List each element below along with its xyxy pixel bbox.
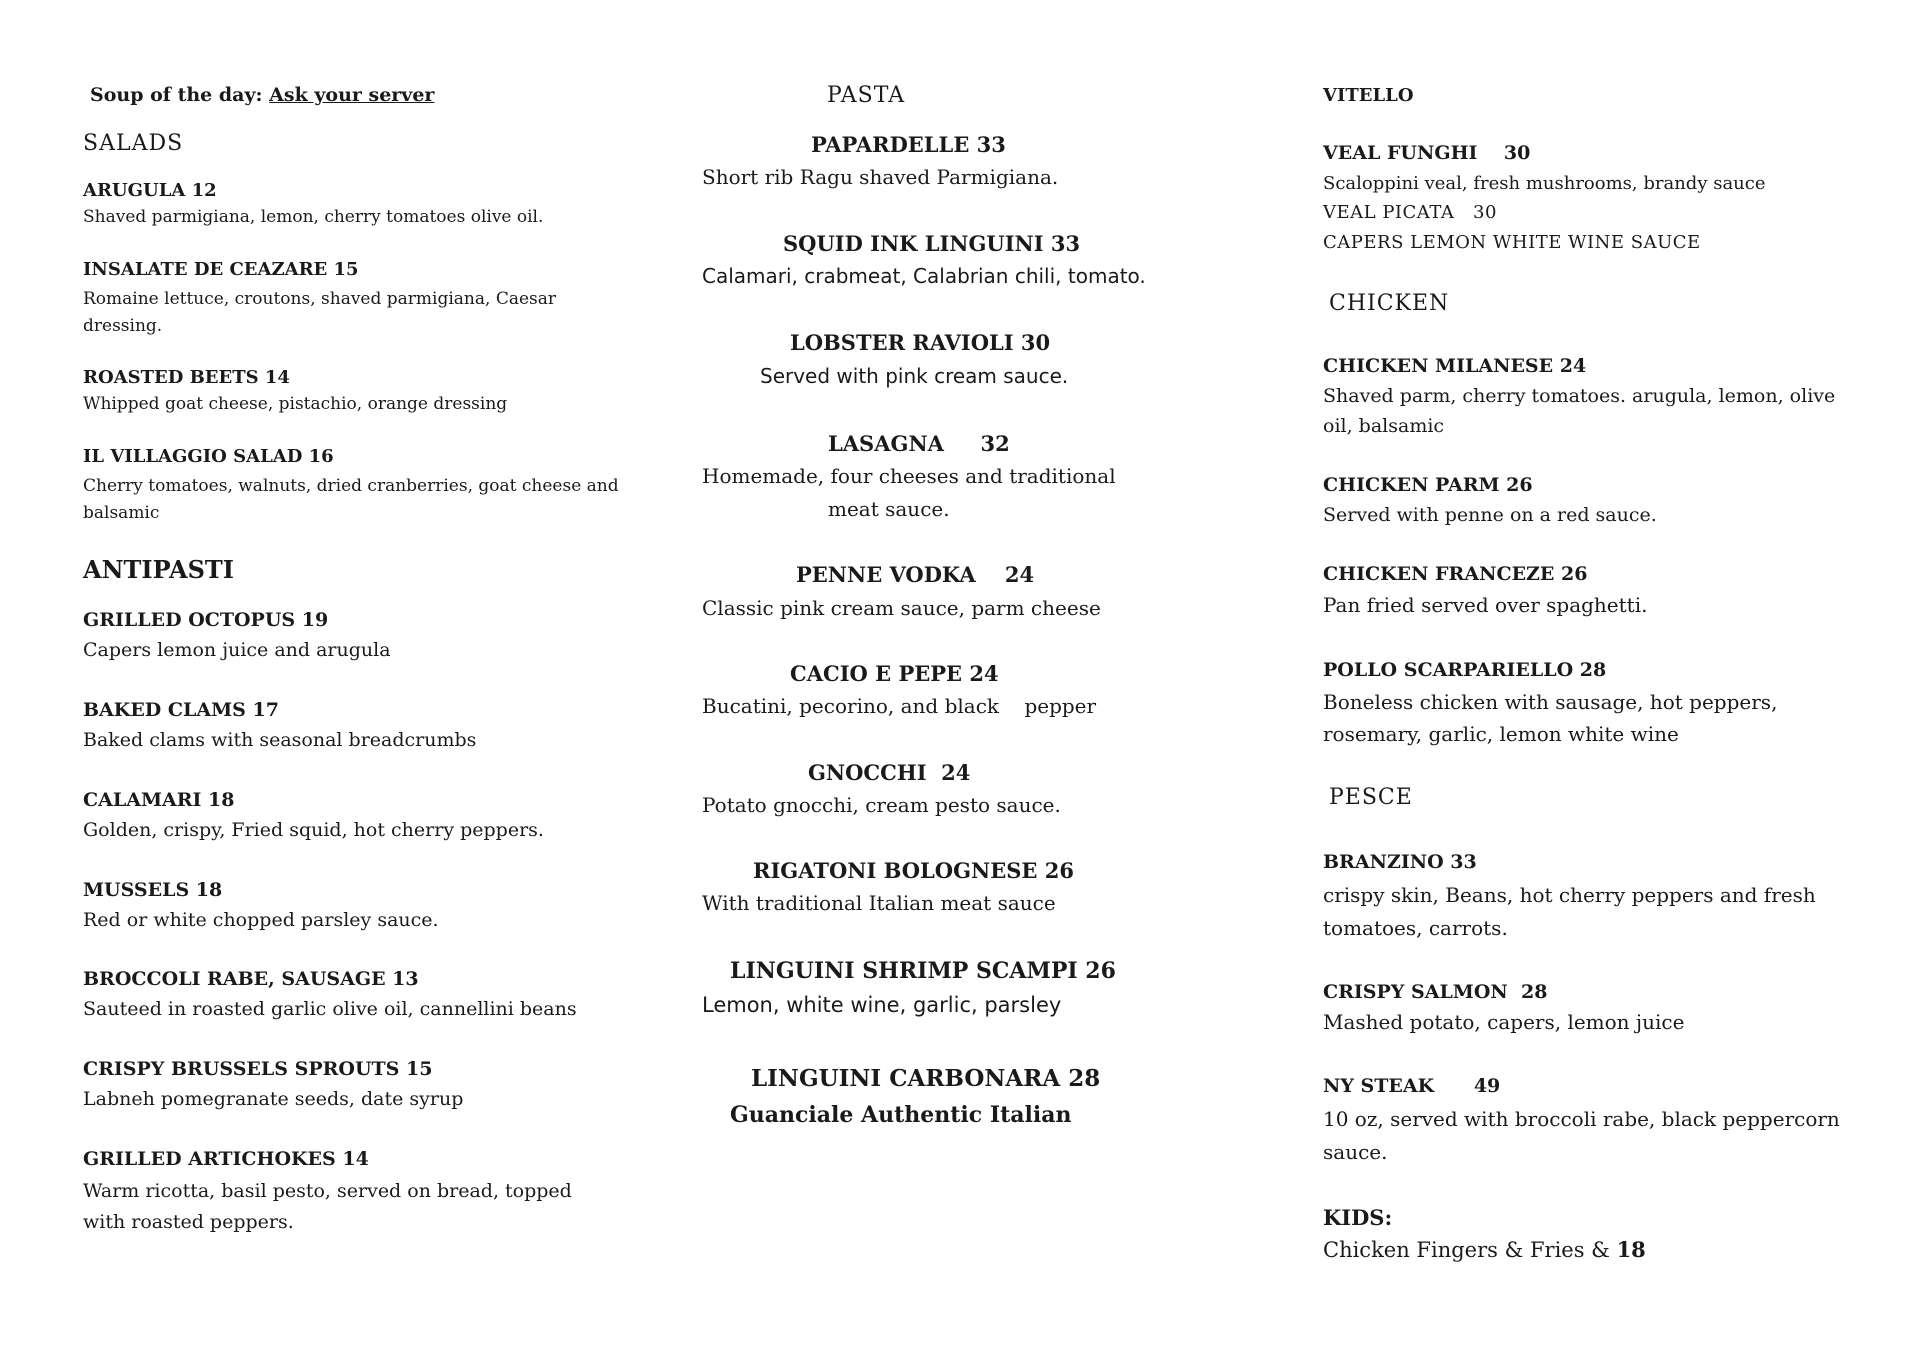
vitello-item-desc: CAPERS LEMON WHITE WINE SAUCE [1323, 232, 1701, 253]
pasta-item-name: LOBSTER RAVIOLI 30 [790, 330, 1051, 355]
soup-label: Soup of the day: [90, 84, 263, 106]
pesce-heading: PESCE [1329, 785, 1413, 810]
chicken-item-name: CHICKEN MILANESE 24 [1323, 355, 1587, 377]
pesce-item-name: BRANZINO 33 [1323, 851, 1477, 873]
pasta-item-desc: Potato gnocchi, cream pesto sauce. [702, 793, 1061, 817]
pasta-item-desc: Bucatini, pecorino, and black pepper [702, 694, 1097, 718]
pesce-item-desc: Mashed potato, capers, lemon juice [1323, 1010, 1685, 1034]
antipasti-item-name: CRISPY BRUSSELS SPROUTS 15 [83, 1058, 433, 1080]
chicken-item-name: POLLO SCARPARIELLO 28 [1323, 659, 1607, 681]
salad-item-name: IL VILLAGGIO SALAD 16 [83, 446, 334, 467]
pesce-item-name: CRISPY SALMON 28 [1323, 981, 1548, 1003]
salad-item-name: INSALATE DE CEAZARE 15 [83, 259, 359, 280]
antipasti-item-name: CALAMARI 18 [83, 789, 235, 811]
pasta-item-desc: Homemade, four cheeses and traditional [702, 464, 1116, 488]
antipasti-item-name: GRILLED ARTICHOKES 14 [83, 1148, 369, 1170]
salads-heading: SALADS [83, 131, 184, 156]
antipasti-item-desc: Red or white chopped parsley sauce. [83, 909, 439, 931]
chicken-item-desc: Shaved parm, cherry tomatoes. arugula, lemon, olive oil, balsamic [1323, 385, 1836, 437]
soup-value: Ask your server [269, 84, 435, 106]
pasta-item-name: RIGATONI BOLOGNESE 26 [753, 858, 1074, 883]
salad-item-desc: Whipped goat cheese, pistachio, orange dressing [83, 394, 508, 414]
pasta-item-desc: Classic pink cream sauce, parm cheese [702, 596, 1101, 620]
pasta-item-name: PENNE VODKA 24 [796, 562, 1035, 587]
chicken-heading: CHICKEN [1329, 291, 1450, 316]
pasta-item-desc: Short rib Ragu shaved Parmigiana. [702, 165, 1059, 189]
antipasti-item-desc: Baked clams with seasonal breadcrumbs [83, 729, 477, 751]
antipasti-item-desc: Warm ricotta, basil pesto, served on bread, topped with roasted peppers. [83, 1180, 572, 1233]
antipasti-item-name: MUSSELS 18 [83, 879, 223, 901]
soup-of-the-day [90, 84, 434, 106]
pasta-item-desc: With traditional Italian meat sauce [702, 891, 1056, 915]
antipasti-item-name: BAKED CLAMS 17 [83, 699, 279, 721]
pasta-item-desc: Guanciale Authentic Italian [730, 1102, 1072, 1128]
salad-item-desc: Shaved parmigiana, lemon, cherry tomatoes olive oil. [83, 207, 544, 227]
vitello-item-name: VEAL FUNGHI 30 [1323, 142, 1531, 164]
kids-heading: KIDS: [1323, 1205, 1393, 1230]
pasta-item-name: PAPARDELLE 33 [811, 132, 1006, 157]
antipasti-item-desc: Capers lemon juice and arugula [83, 639, 391, 661]
salad-item-desc: Cherry tomatoes, walnuts, dried cranberries, goat cheese and balsamic [83, 476, 619, 523]
chicken-item-desc: Pan fried served over spaghetti. [1323, 593, 1648, 617]
pasta-item-desc: Served with pink cream sauce. [760, 364, 1069, 388]
antipasti-heading: ANTIPASTI [83, 555, 234, 584]
salad-item-name: ARUGULA 12 [83, 180, 217, 201]
kids-item-price: 18 [1616, 1237, 1646, 1262]
chicken-item-desc: Served with penne on a red sauce. [1323, 504, 1657, 526]
pesce-item-desc: 10 oz, served with broccoli rabe, black peppercorn sauce. [1323, 1107, 1840, 1164]
pasta-item-desc: Lemon, white wine, garlic, parsley [702, 993, 1062, 1017]
antipasti-item-name: BROCCOLI RABE, SAUSAGE 13 [83, 968, 419, 990]
pasta-item-name: CACIO E PEPE 24 [790, 661, 999, 686]
pasta-heading: PASTA [827, 83, 906, 108]
antipasti-item-desc: Sauteed in roasted garlic olive oil, cannellini beans [83, 998, 577, 1020]
antipasti-item-desc: Golden, crispy, Fried squid, hot cherry peppers. [83, 819, 544, 841]
antipasti-item-name: GRILLED OCTOPUS 19 [83, 609, 329, 631]
chicken-item-name: CHICKEN FRANCEZE 26 [1323, 563, 1588, 585]
pesce-item-desc: crispy skin, Beans, hot cherry peppers and fresh tomatoes, carrots. [1323, 883, 1816, 940]
kids-item-desc: Chicken Fingers & Fries & [1323, 1238, 1610, 1262]
kids-item [1323, 1237, 1646, 1262]
salad-item-name: ROASTED BEETS 14 [83, 367, 290, 388]
pasta-item-name: LASAGNA 32 [828, 431, 1010, 456]
pasta-item-desc-line2: meat sauce. [828, 497, 950, 521]
pasta-item-desc: Calamari, crabmeat, Calabrian chili, tomato. [702, 264, 1146, 288]
antipasti-item-desc: Labneh pomegranate seeds, date syrup [83, 1088, 464, 1110]
vitello-heading: VITELLO [1323, 85, 1414, 106]
pasta-item-name: LINGUINI SHRIMP SCAMPI 26 [730, 958, 1116, 984]
pasta-item-name: GNOCCHI 24 [808, 760, 971, 785]
pasta-item-name: SQUID INK LINGUINI 33 [783, 231, 1081, 256]
chicken-item-name: CHICKEN PARM 26 [1323, 474, 1533, 496]
pesce-item-name: NY STEAK 49 [1323, 1075, 1501, 1097]
chicken-item-desc: Boneless chicken with sausage, hot peppers, rosemary, garlic, lemon white wine [1323, 690, 1778, 746]
salad-item-desc: Romaine lettuce, croutons, shaved parmigiana, Caesar dressing. [83, 289, 557, 336]
pasta-item-name: LINGUINI CARBONARA 28 [751, 1065, 1101, 1092]
vitello-item-name: VEAL PICATA 30 [1323, 202, 1497, 223]
vitello-item-desc: Scaloppini veal, fresh mushrooms, brandy sauce [1323, 173, 1766, 194]
